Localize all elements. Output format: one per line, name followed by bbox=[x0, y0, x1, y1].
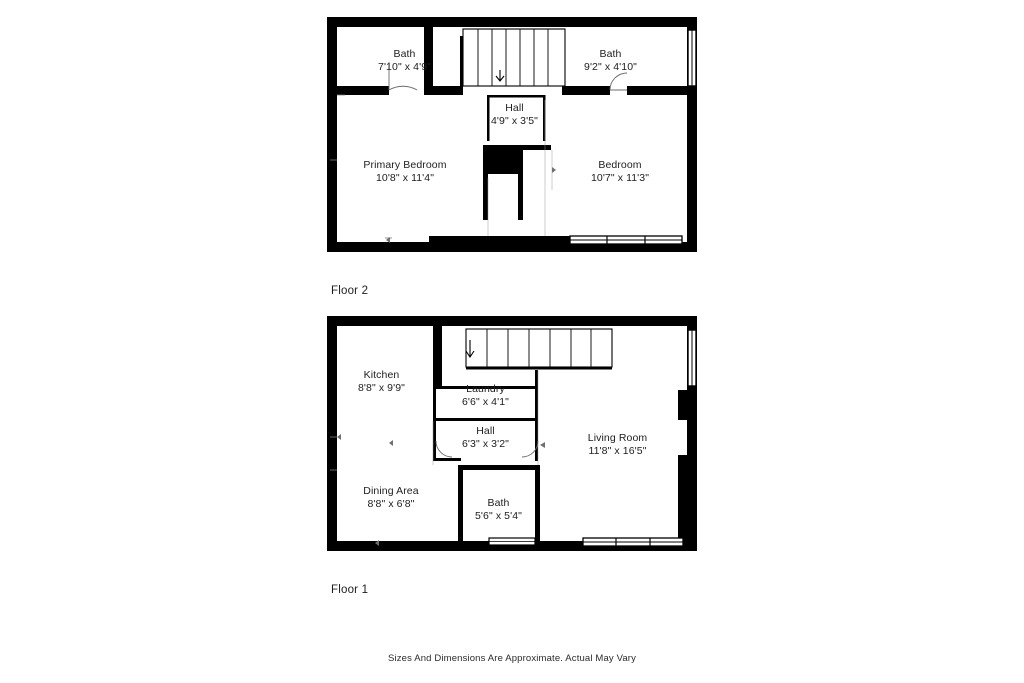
room-label-living-room bbox=[565, 432, 670, 458]
window-bottom-floor-2 bbox=[570, 236, 682, 244]
wall-segment bbox=[687, 390, 697, 541]
room-label-kitchen bbox=[334, 369, 429, 395]
door-swing bbox=[610, 73, 627, 90]
exterior-wall-bottom bbox=[429, 236, 570, 244]
room-label-hall-floor-1 bbox=[438, 425, 533, 451]
room-dimensions: 8'8" x 6'8" bbox=[367, 498, 415, 510]
room-name: Laundry bbox=[466, 383, 505, 395]
interior-wall bbox=[627, 86, 687, 95]
room-label-bedroom bbox=[570, 159, 670, 185]
wall-segment bbox=[687, 97, 697, 242]
room-dimensions: 6'6" x 4'1" bbox=[461, 396, 509, 408]
window-bottom-floor-1 bbox=[583, 538, 683, 546]
room-dimensions: 10'7" x 11'3" bbox=[590, 172, 650, 184]
interior-wall bbox=[337, 86, 389, 95]
room-dimensions: 11'8" x 16'5" bbox=[588, 445, 647, 457]
wall-segment bbox=[678, 390, 688, 420]
window-right-floor-1 bbox=[688, 330, 696, 386]
interior-wall bbox=[433, 326, 442, 386]
room-label-hall-floor-2 bbox=[467, 102, 562, 128]
room-name: Hall bbox=[476, 425, 495, 437]
room-label-dining-area bbox=[341, 485, 441, 511]
interior-wall bbox=[483, 145, 551, 150]
room-label-primary-bedroom bbox=[330, 159, 480, 185]
room-dimensions: 6'3" x 3'2" bbox=[461, 438, 509, 450]
room-name: Bath bbox=[393, 48, 416, 60]
room-name: Bedroom bbox=[598, 159, 642, 171]
floor-1-caption: Floor 1 bbox=[331, 584, 369, 596]
floor-2-caption: Floor 2 bbox=[331, 285, 369, 297]
door-swing bbox=[389, 86, 417, 90]
wall-segment bbox=[678, 455, 688, 541]
room-name: Kitchen bbox=[363, 369, 400, 381]
room-dimensions: 9'2" x 4'10" bbox=[584, 61, 637, 73]
room-name: Bath bbox=[599, 48, 622, 60]
room-dimensions: 7'10" x 4'9" bbox=[378, 61, 431, 73]
room-name: Primary Bedroom bbox=[363, 159, 447, 171]
room-dimensions: 4'9" x 3'5" bbox=[490, 115, 538, 127]
room-label-bath-floor-1 bbox=[451, 497, 546, 523]
staircase-floor-2 bbox=[463, 29, 565, 86]
room-label-bath-upper-right bbox=[563, 48, 658, 74]
room-name: Bath bbox=[487, 497, 510, 509]
room-name: Living Room bbox=[587, 432, 648, 444]
room-dimensions: 8'8" x 9'9" bbox=[357, 382, 405, 394]
interior-wall bbox=[518, 145, 523, 220]
room-name: Hall bbox=[505, 102, 524, 114]
room-name: Dining Area bbox=[363, 485, 419, 497]
staircase-floor-1 bbox=[466, 329, 612, 370]
disclaimer-text: Sizes And Dimensions Are Approximate. Actual May Vary bbox=[387, 653, 637, 664]
room-dimensions: 10'8" x 11'4" bbox=[375, 172, 435, 184]
window-right-upper bbox=[688, 30, 696, 86]
room-label-laundry bbox=[438, 383, 533, 409]
interior-wall bbox=[483, 174, 488, 220]
window-bath-floor-1 bbox=[489, 538, 535, 545]
room-dimensions: 5'6" x 5'4" bbox=[474, 510, 522, 522]
interior-wall bbox=[562, 86, 610, 95]
room-label-bath-upper-left bbox=[357, 48, 452, 74]
